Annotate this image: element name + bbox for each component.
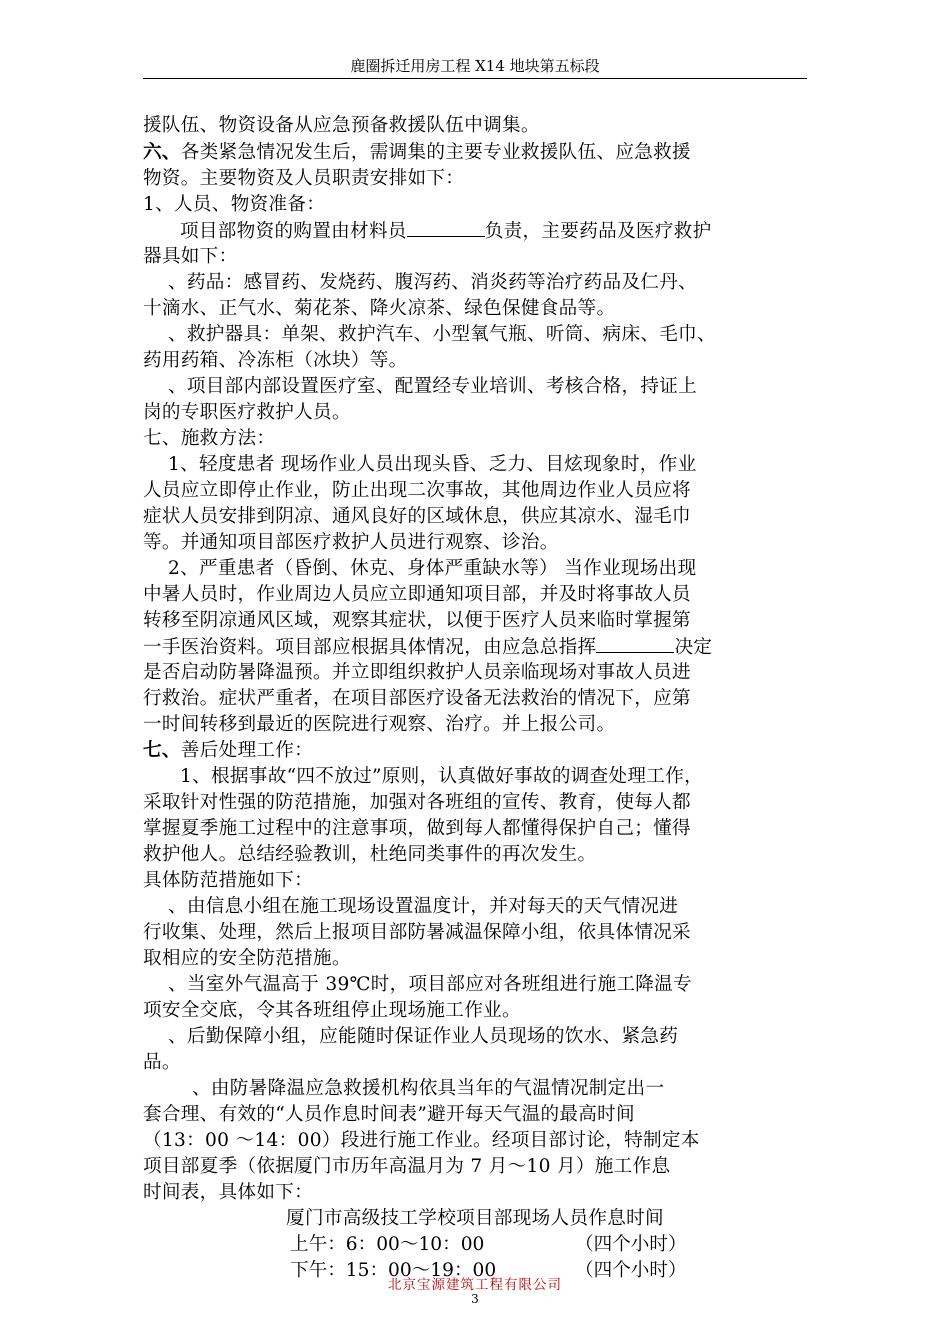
text-line: 器具如下： bbox=[143, 246, 238, 267]
section-number: 六、 bbox=[143, 142, 181, 163]
text-line: 七、施救方法： bbox=[143, 428, 276, 449]
text-line: 、当室外气温高于 39℃时，项目部应对各班组进行施工降温专 bbox=[168, 974, 692, 995]
text-line: 行收集、处理，然后上报项目部防暑减温保障小组，依具体情况采 bbox=[143, 922, 691, 943]
page-number: 3 bbox=[471, 1292, 479, 1306]
schedule-morning-hours: （四个小时） bbox=[575, 1234, 687, 1255]
text-line: 中暑人员时，作业周边人员应立即通知项目部，并及时将事故人员 bbox=[143, 584, 691, 605]
text-line: 等。并通知项目部医疗救护人员进行观察、诊治。 bbox=[143, 532, 559, 553]
text-line: 、药品：感冒药、发烧药、腹泻药、消炎药等治疗药品及仁丹、 bbox=[168, 272, 698, 293]
text-line bbox=[143, 634, 813, 660]
text-line: 掌握夏季施工过程中的注意事项，做到每人都懂得保护自己；懂得 bbox=[143, 818, 691, 839]
text-line: 岗的专职医疗救护人员。 bbox=[143, 402, 351, 423]
text-line: 具体防范措施如下： bbox=[143, 870, 314, 891]
text-line: 救护他人。总结经验教训，杜绝同类事件的再次发生。 bbox=[143, 844, 597, 865]
schedule-title: 厦门市高级技工学校项目部现场人员作息时间 bbox=[286, 1208, 664, 1229]
text-span: 一手医治资料。项目部应根据具体情况，由应急总指挥 bbox=[143, 637, 597, 658]
schedule-afternoon-hours: （四个小时） bbox=[575, 1260, 687, 1281]
text-line: 2、严重患者（昏倒、休克、身体严重缺水等） 当作业现场出现 bbox=[168, 558, 697, 579]
text-line: 是否启动防暑降温预。并立即组织救护人员亲临现场对事故人员进 bbox=[143, 662, 691, 683]
text-line: 项目部夏季（依据厦门市历年高温月为 7 月～10 月）施工作息 bbox=[143, 1156, 671, 1177]
text-line: 、项目部内部设置医疗室、配置经专业培训、考核合格，持证上 bbox=[168, 376, 698, 397]
text-line: 、救护器具：单架、救护汽车、小型氧气瓶、听筒、病床、毛巾、 bbox=[168, 324, 716, 345]
text-line: 、后勤保障小组，应能随时保证作业人员现场的饮水、紧急药 bbox=[168, 1026, 679, 1047]
text-line: 项安全交底，令其各班组停止现场施工作业。 bbox=[143, 1000, 521, 1021]
text-line: 1、人员、物资准备： bbox=[143, 194, 326, 215]
text-span: 决定 bbox=[674, 637, 713, 658]
text-line: 1、轻度患者 现场作业人员出现头昏、乏力、目炫现象时，作业 bbox=[168, 454, 697, 475]
text-line: 转移至阴凉通风区域，观察其症状，以便于医疗人员来临时掌握第 bbox=[143, 610, 691, 631]
text-span: 项目部物资的购置由材料员 bbox=[180, 221, 407, 242]
text-line: 、由信息小组在施工现场设置温度计，并对每天的天气情况进 bbox=[168, 896, 679, 917]
section-number: 七、 bbox=[143, 740, 181, 761]
text-line: 套合理、有效的“人员作息时间表”避开每天气温的最高时间 bbox=[143, 1104, 635, 1125]
text-line: 援队伍、物资设备从应急预备救援队伍中调集。 bbox=[143, 115, 540, 136]
text-span: 善后处理工作： bbox=[180, 740, 314, 761]
text-span: 各类紧急情况发生后，需调集的主要专业救援队伍、应急救援 bbox=[180, 142, 691, 163]
text-line: 症状人员安排到阴凉、通风良好的区域休息，供应其凉水、湿毛巾 bbox=[143, 506, 691, 527]
text-span: 负责，主要药品及医疗救护 bbox=[484, 221, 712, 242]
text-line: 行救治。症状严重者，在项目部医疗设备无法救治的情况下，应第 bbox=[143, 688, 691, 709]
text-line: 品。 bbox=[143, 1052, 181, 1073]
page-header-title: 鹿圈拆迁用房工程 X14 地块第五标段 bbox=[350, 57, 600, 75]
blank-underline bbox=[407, 218, 485, 237]
text-line: 、由防暑降温应急救援机构依具当年的气温情况制定出一 bbox=[192, 1078, 665, 1099]
schedule-morning: 上午：6：00～10：00 bbox=[290, 1234, 485, 1255]
text-line: 药用药箱、冷冻柜（冰块）等。 bbox=[143, 350, 408, 371]
footer-company: 北京宝源建筑工程有限公司 bbox=[388, 1277, 562, 1293]
blank-underline bbox=[596, 634, 674, 653]
header-rule bbox=[143, 78, 807, 79]
text-line bbox=[143, 140, 813, 165]
text-line: 时间表，具体如下： bbox=[143, 1182, 314, 1203]
schedule-afternoon: 下午：15：00～19：00 bbox=[290, 1260, 497, 1281]
text-line: 取相应的安全防范措施。 bbox=[143, 948, 351, 969]
text-line: 物资。主要物资及人员职责安排如下： bbox=[143, 168, 465, 189]
text-line: 十滴水、正气水、菊花茶、降火凉茶、绿色保健食品等。 bbox=[143, 298, 616, 319]
text-line bbox=[143, 738, 813, 763]
text-line: 采取针对性强的防范措施，加强对各班组的宣传、教育，使每人都 bbox=[143, 792, 691, 813]
text-line: 一时间转移到最近的医院进行观察、治疗。并上报公司。 bbox=[143, 714, 616, 735]
text-line: 1、根据事故“四不放过”原则，认真做好事故的调查处理工作， bbox=[180, 766, 703, 787]
text-line: 人员应立即停止作业，防止出现二次事故，其他周边作业人员应将 bbox=[143, 480, 691, 501]
text-line: （13：00 ～14：00）段进行施工作业。经项目部讨论，特制定本 bbox=[143, 1130, 700, 1151]
text-line bbox=[180, 218, 850, 244]
